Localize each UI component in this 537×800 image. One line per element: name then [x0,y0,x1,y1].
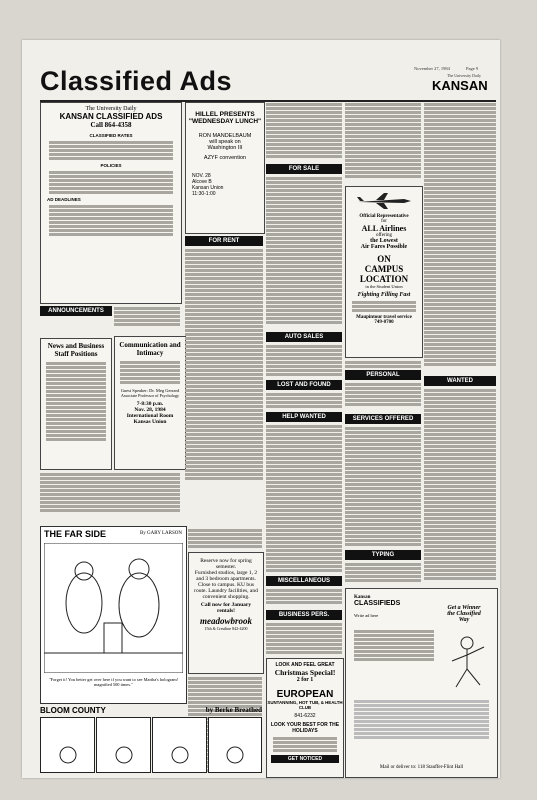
airlines-phone: 749-0700 [374,320,394,325]
hillel-union: Kansan Union [192,185,224,191]
bloom-county-strip [40,706,262,774]
order-form-mail-to: Mail or deliver to: 118 Stauffer-Flint Hall [379,765,464,770]
european-phone: 841-6232 [294,713,316,719]
airlines-line1: Official Representative [359,214,409,219]
hillel-line1: HILLEL PRESENTS [195,111,255,118]
european-line3: 2 for 1 [296,677,314,683]
european-line1: LOOK AND FEEL GREAT [275,662,335,668]
order-form-instructions: Write ad here [354,613,379,618]
page-number: Page 9 [466,66,479,71]
airlines-line9: LOCATION [359,274,409,284]
european-line2: Christmas Special! [274,668,336,677]
ad-deadlines-title: AD DEADLINES [47,197,81,202]
airlines-line6: Air Fares Possible [360,244,408,250]
hillel-date: NOV. 28 [192,173,211,179]
page-title: Classified Ads [40,66,233,96]
meadowbrook-line3: Close to campus. KU bus route. Laundry facilities, and convenient shopping. [194,582,258,600]
communication-room: International Room [126,413,174,419]
rates-box-title: KANSAN CLASSIFIED ADS [59,112,163,121]
far-side-caption: "Forget it! You better get over here if you want to see Martha's hologram! magnified 500 times." [48,677,179,687]
hillel-ad [185,102,265,234]
classified-rates-box [40,102,182,304]
european-ad [266,658,344,778]
airlines-agency: Maupintour travel service [356,315,412,320]
far-side-cartoon [40,526,187,704]
airlines-line8: CAMPUS [364,264,404,274]
communication-date: Nov. 28, 1984 [134,407,166,413]
announcements-heading: ANNOUNCEMENTS [40,306,112,316]
meadowbrook-line4: Call now for January rentals! [200,602,252,614]
runner-illustration-icon [442,633,492,693]
for-sale-heading: FOR SALE [266,164,342,174]
newspaper-page [22,40,500,778]
european-line6: GET NOTICED [271,755,339,763]
hillel-speaker: RON MANDELBAUM [198,133,252,139]
airlines-line7: ON [377,254,391,264]
order-form-slogan: Get a Winner the Classified Way [447,605,481,623]
rates-table-title: CLASSIFIED RATES [89,133,133,138]
for-rent-heading: FOR RENT [185,236,263,246]
order-form-kansan: Kansan [354,595,371,600]
communication-ad [114,336,186,470]
all-airlines-ad [345,186,423,358]
far-side-title: THE FAR SIDE [44,529,107,539]
communication-speaker: Guest Speaker: Dr. Meg Gerrard [120,388,180,393]
airlines-line5: the Lowest [370,238,398,244]
airplane-icon [354,191,414,211]
bloom-county-title: BLOOM COUNTY [40,706,106,715]
news-staff-title: News and Business Staff Positions [47,342,105,358]
airlines-line3: ALL Airlines [361,224,407,233]
business-pers-heading: BUSINESS PERS. [266,610,342,620]
policies-title: POLICIES [100,163,122,168]
issue-date: November 27, 1984 [414,66,450,71]
personal-heading: PERSONAL [345,370,421,380]
european-line4: SUNTANNING, HOT TUB, & HEALTH CLUB [267,700,343,710]
typing-heading: TYPING [345,550,421,560]
lost-found-heading: LOST AND FOUND [266,380,342,390]
european-name: EUROPEAN [276,689,334,700]
far-side-drawing [44,543,183,673]
communication-time: 7-8:30 p.m. [136,401,164,407]
masthead-title: KANSAN [432,78,488,93]
communication-title: Communication and Intimacy [119,341,181,357]
miscellaneous-heading: MISCELLANEOUS [266,576,342,586]
order-form-title: CLASSIFIEDS [354,600,401,607]
hillel-line3: will speak on [209,139,241,145]
airlines-line11: Fighting Filling Fast [357,292,411,298]
hillel-line2: "WEDNESDAY LUNCH" [188,118,262,125]
wanted-heading: WANTED [424,376,496,386]
communication-dept: Associate Professor of Psychology [120,393,180,398]
meadowbrook-ad [188,552,264,674]
auto-sales-heading: AUTO SALES [266,332,342,342]
airlines-line10: in the Student Union [365,284,403,289]
hillel-time: 11:30-1:00 [192,191,216,197]
airlines-line2: for [381,219,387,224]
help-wanted-heading: HELP WANTED [266,412,342,422]
masthead-line: The University Daily [447,73,481,78]
bloom-county-author: by Berke Breathed [205,706,262,714]
hillel-place: Alcove B [192,179,212,185]
meadowbrook-logo: meadowbrook [199,616,252,626]
rates-box-phone: Call 864-4358 [90,121,132,129]
rates-box-line1: The University Daily [85,106,137,112]
meadowbrook-line1: Reserve now for spring semester. [200,558,252,570]
services-offered-heading: SERVICES OFFERED [345,414,421,424]
european-line5: LOOK YOUR BEST FOR THE HOLIDAYS [270,722,340,734]
meadowbrook-address: 15th & Crestline 842-4200 [204,626,248,631]
hillel-line5: AZYF convention [203,155,247,161]
bloom-county-panels [40,717,262,773]
news-staff-box [40,338,112,470]
meadowbrook-line2: Furnished studios, large 1, 2 and 3 bedroom apartments. [194,570,258,582]
communication-union: Kansas Union [133,419,167,425]
far-side-author: By GARY LARSON [139,531,182,536]
hillel-line4: Washington III [207,145,243,151]
classified-order-form [345,588,498,778]
airlines-line4: offering [375,233,392,238]
